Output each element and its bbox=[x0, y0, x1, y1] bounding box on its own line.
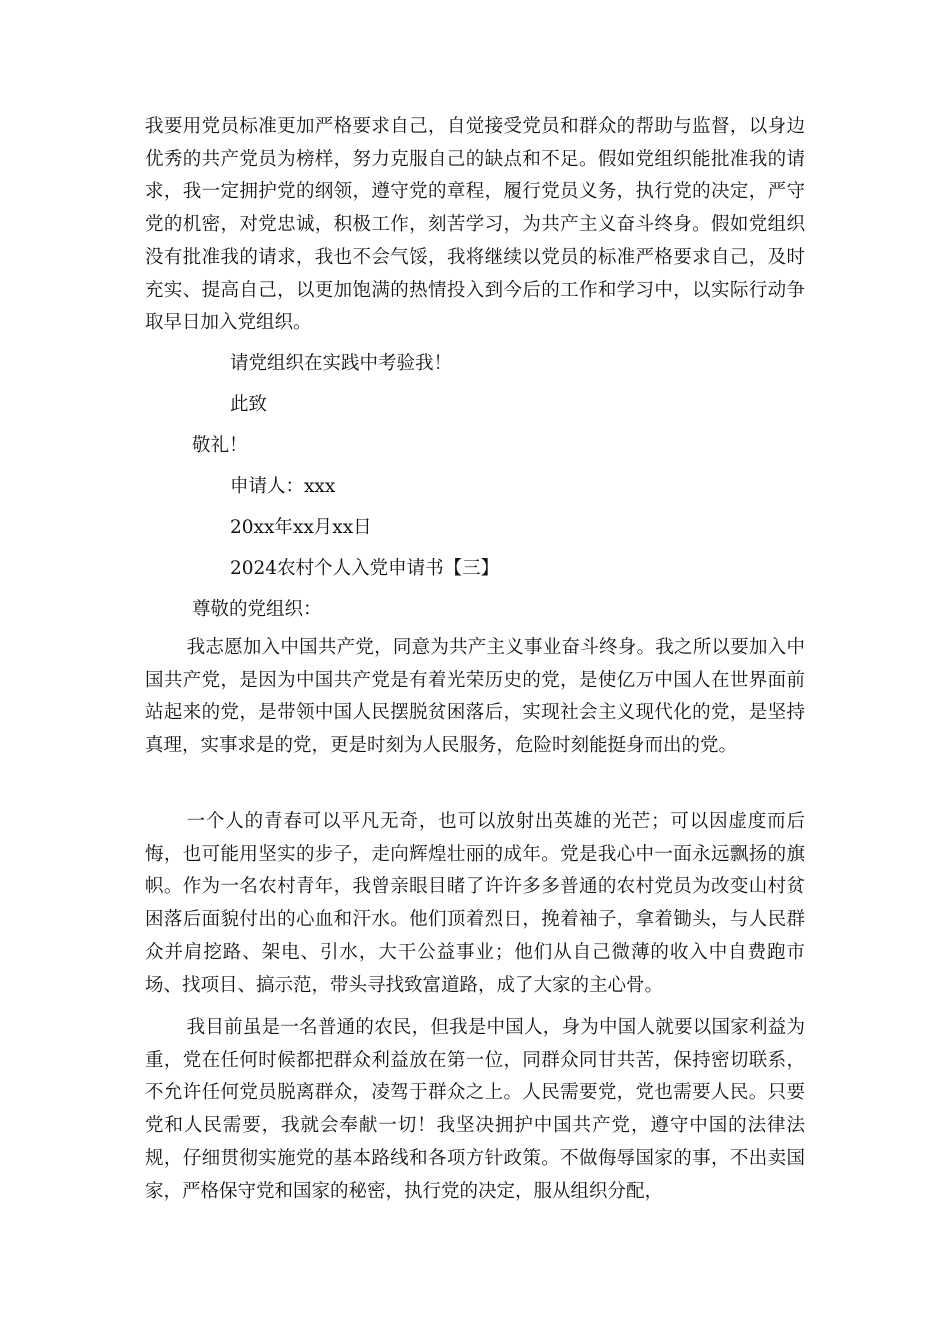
paragraph-youth: 一个人的青春可以平凡无奇，也可以放射出英雄的光芒；可以因虚度而后悔，也可能用坚实的步子，走向辉煌壮丽的成年。党是我心中一面永远飘扬的旗帜。作为一名农村青年，我曾亲眼目睹了许许多多普通的农村党员为改变山村贫困落后面貌付出的心血和汗水。他们顶着烈日，挽着袖子，拿着锄头，与人民群众并肩挖路、架电、引水，大干公益事业；他们从自己微薄的收入中自费跑市场、找项目、搞示范，带头寻找致富道路，成了大家的主心骨。 bbox=[145, 811, 805, 996]
application-date: 20xx年xx月xx日 bbox=[230, 517, 372, 538]
paragraph-commitment: 我要用党员标准更加严格要求自己，自觉接受党员和群众的帮助与监督，以身边优秀的共产党员为榜样，努力克服自己的缺点和不足。假如党组织能批准我的请求，我一定拥护党的纲领，遵守党的章程，履行党员义务，执行党的决定，严守党的机密，对党忠诚，积极工作，刻苦学习，为共产主义奋斗终身。假如党组织没有批准我的请求，我也不会气馁，我将继续以党员的标准严格要求自己，及时充实、提高自己，以更加饱满的热情投入到今后的工作和学习中，以实际行动争取早日加入党组织。 bbox=[145, 116, 805, 334]
section-title: 2024农村个人入党申请书【三】 bbox=[230, 558, 500, 579]
closing-ci-zhi: 此致 bbox=[230, 394, 268, 415]
applicant-signature: 申请人：xxx bbox=[230, 476, 336, 497]
paragraph-pledge: 我目前虽是一名普通的农民，但我是中国人，身为中国人就要以国家利益为重，党在任何时候都把群众利益放在第一位，同群众同甘共苦，保持密切联系，不允许任何党员脱离群众，凌驾于群众之上。人民需要党，党也需要人民。只要党和人民需要，我就会奉献一切！我坚决拥护中国共产党，遵守中国的法律法规，仔细贯彻实施党的基本路线和各项方针政策。不做侮辱国家的事，不出卖国家，严格保守党和国家的秘密，执行党的决定，服从组织分配， bbox=[145, 1017, 805, 1202]
paragraph-motivation: 我志愿加入中国共产党，同意为共产主义事业奋斗终身。我之所以要加入中国共产党，是因为中国共产党是有着光荣历史的党，是使亿万中国人在世界面前站起来的党，是带领中国人民摆脱贫困落后，实现社会主义现代化的党，是坚持真理，实事求是的党，更是时刻为人民服务，危险时刻能挺身而出的党。 bbox=[145, 637, 805, 757]
closing-request: 请党组织在实践中考验我！ bbox=[230, 353, 453, 374]
salutation: 尊敬的党组织： bbox=[192, 599, 322, 620]
closing-jing-li: 敬礼！ bbox=[192, 435, 248, 456]
